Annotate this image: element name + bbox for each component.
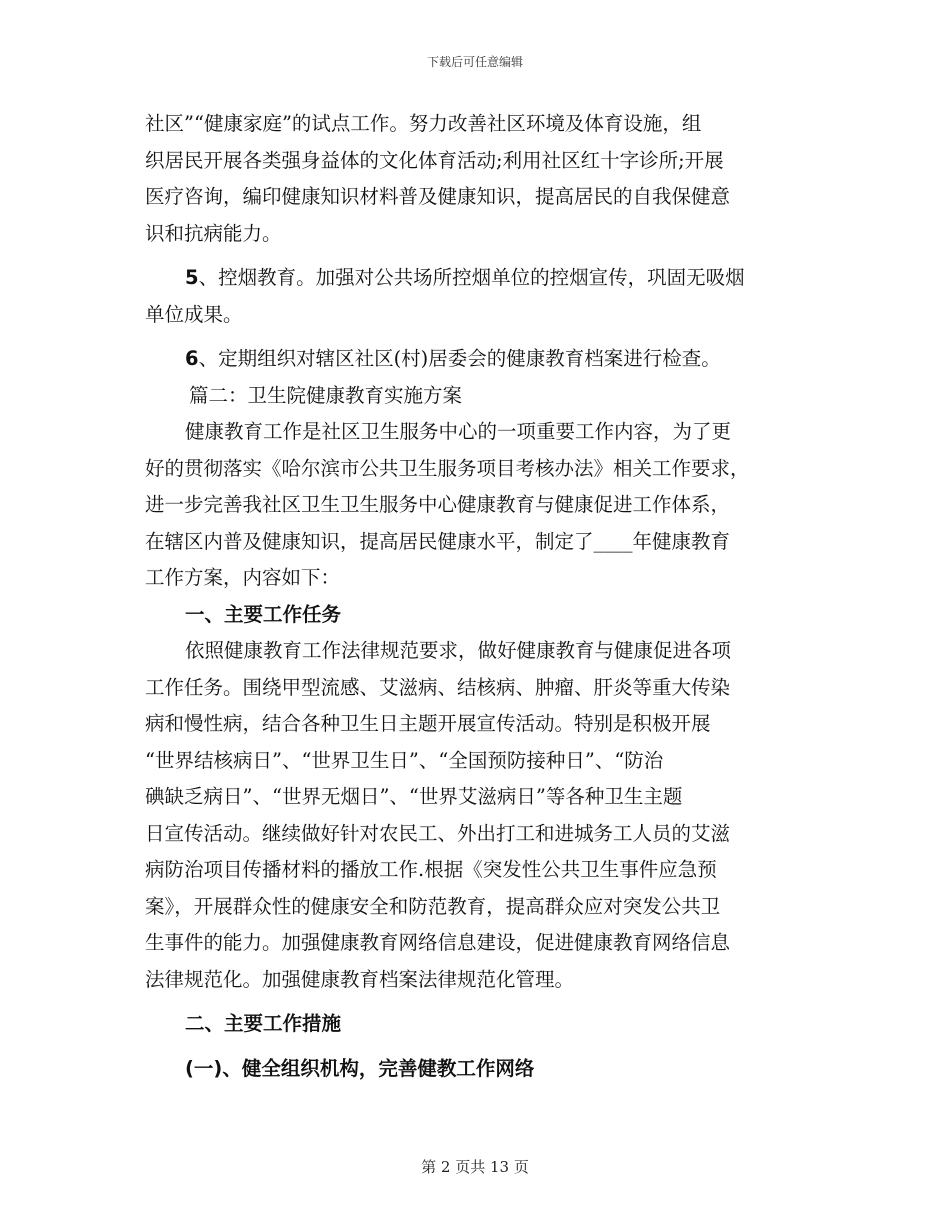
- text-line: 医疗咨询，编印健康知识材料普及健康知识，提高居民的自我保健意: [145, 185, 731, 208]
- text-line: “世界结核病日”、“世界卫生日”、“全国预防接种日”、“防治: [145, 748, 664, 772]
- text-line: 日宣传活动。继续做好针对农民工、外出打工和进城务工人员的艾滋: [145, 821, 731, 845]
- text-line: 单位成果。: [145, 302, 243, 326]
- text-line: 好的贯彻落实《哈尔滨市公共卫生服务项目考核办法》相关工作要求，: [145, 456, 750, 480]
- paragraph-main-tasks: [145, 633, 810, 998]
- item-text: 、控烟教育。加强对公共场所控烟单位的控烟宣传，巩固无吸烟: [198, 266, 745, 289]
- text-line: 工作方案，内容如下：: [145, 566, 341, 589]
- text-line: 进一步完善我社区卫生卫生服务中心健康教育与健康促进工作体系，: [145, 493, 731, 516]
- text-line: 依照健康教育工作法律规范要求，做好健康教育与健康促进各项: [185, 639, 732, 662]
- item-text: 、定期组织对辖区社区(村)居委会的健康教育档案进行检查。: [198, 347, 721, 370]
- paragraph-community-health: [145, 106, 810, 252]
- heading-organization: [145, 1051, 810, 1088]
- page-header: 下载后可任意编辑: [426, 55, 523, 69]
- text-line: 法律规范化。加强健康教育档案法律规范化管理。: [145, 967, 575, 991]
- text-line: [145, 341, 810, 378]
- text-line: 社区”“健康家庭”的试点工作。努力改善社区环境及体育设施，组: [145, 112, 702, 135]
- text-line: 生事件的能力。加强健康教育网络信息建设，促进健康教育网络信息: [145, 931, 731, 954]
- text-line: 案》，开展群众性的健康安全和防范教育，提高群众应对突发公共卫: [145, 894, 721, 918]
- text-line: 健康教育工作是社区卫生服务中心的一项重要工作内容，为了更: [185, 420, 732, 443]
- heading-text: 二、主要工作措施: [185, 1012, 342, 1035]
- item-archive-check: [145, 341, 810, 378]
- paragraph-intro: [145, 414, 810, 597]
- text-line: [145, 260, 810, 297]
- item-tobacco-control: [145, 260, 810, 333]
- text-line: 碘缺乏病日”、“世界无烟日”、“世界艾滋病日”等各种卫生主题: [145, 785, 683, 808]
- text-line: 病防治项目传播材料的播放工作.根据《突发性公共卫生事件应急预: [145, 858, 717, 881]
- heading-text: (一)、健全组织机构，完善健教工作网络: [185, 1056, 535, 1080]
- text-line: 织居民开展各类强身益体的文化体育活动;利用社区红十字诊所;开展: [145, 148, 724, 172]
- section-title-text: 篇二：卫生院健康教育实施方案: [189, 383, 463, 407]
- text-line: 在辖区内普及健康知识，提高居民健康水平，制定了____年健康教育: [145, 529, 731, 553]
- text-line: 识和抗病能力。: [145, 221, 282, 245]
- page-number: 第 2 页共 13 页: [421, 1158, 529, 1176]
- text-line: 病和慢性病，结合各种卫生日主题开展宣传活动。特别是积极开展: [145, 712, 711, 735]
- section-title: [145, 378, 810, 415]
- document-body: [145, 106, 810, 1087]
- heading-main-tasks: [145, 597, 810, 634]
- text-line: 工作任务。围绕甲型流感、艾滋病、结核病、肿瘤、肝炎等重大传染: [145, 675, 731, 699]
- item-number: 5: [185, 266, 199, 289]
- heading-text: 一、主要工作任务: [185, 602, 342, 626]
- item-number: 6: [185, 347, 199, 370]
- heading-main-measures: [145, 1006, 810, 1043]
